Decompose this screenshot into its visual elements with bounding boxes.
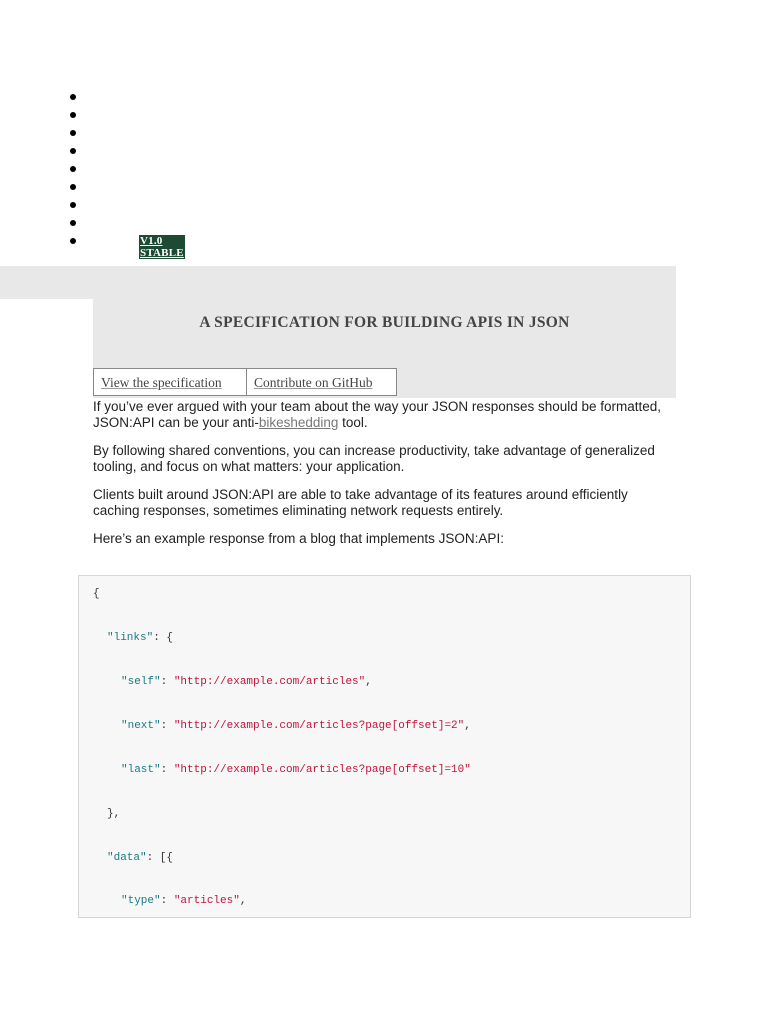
code-line bbox=[107, 632, 173, 645]
page-title: A SPECIFICATION FOR BUILDING APIS IN JSON bbox=[199, 314, 570, 331]
code-line bbox=[93, 588, 100, 601]
intro-text: If you’ve ever argued with your team about the way your JSON responses should be formatted, JSON:API can be your anti- bbox=[93, 399, 662, 430]
code-token: }, bbox=[107, 808, 121, 820]
code-line bbox=[121, 764, 471, 777]
code-example bbox=[78, 575, 691, 918]
code-string: "http://example.com/articles?page[offset]=2" bbox=[173, 720, 465, 732]
code-key: "type" bbox=[121, 895, 161, 907]
view-specification-button[interactable]: View the specification bbox=[93, 368, 247, 396]
code-token: : bbox=[160, 764, 174, 776]
intro-paragraph-2: By following shared conventions, you can increase productivity, take advantage of generalized tooling, and focus on what matters: your application. bbox=[93, 443, 655, 474]
code-string: "http://example.com/articles" bbox=[173, 676, 366, 688]
code-token: : bbox=[160, 676, 174, 688]
version-badge[interactable]: V1.0 STABLE bbox=[140, 235, 184, 259]
code-line bbox=[121, 895, 246, 908]
code-string: "articles" bbox=[173, 895, 240, 907]
code-token: , bbox=[365, 676, 372, 688]
code-key: "links" bbox=[107, 632, 154, 644]
code-token: : bbox=[160, 895, 174, 907]
intro-text: tool. bbox=[338, 415, 368, 430]
code-key: "next" bbox=[121, 720, 161, 732]
code-token: : [{ bbox=[146, 852, 174, 864]
code-token: : bbox=[160, 720, 174, 732]
code-key: "self" bbox=[121, 676, 161, 688]
code-token: , bbox=[239, 895, 247, 907]
code-token: : { bbox=[153, 632, 174, 644]
code-token: , bbox=[464, 720, 471, 732]
code-line bbox=[121, 720, 471, 733]
intro-paragraph-4: Here’s an example response from a blog that implements JSON:API: bbox=[93, 531, 504, 546]
code-string: "http://example.com/articles?page[offset]=10" bbox=[173, 764, 471, 776]
code-line bbox=[107, 808, 120, 821]
intro-section bbox=[93, 399, 663, 559]
contribute-github-button[interactable]: Contribute on GitHub bbox=[246, 368, 397, 396]
code-key: "last" bbox=[121, 764, 161, 776]
intro-paragraph-3: Clients built around JSON:API are able to take advantage of its features around efficiently caching responses, sometimes eliminating network requests entirely. bbox=[93, 487, 628, 518]
intro-paragraph-1 bbox=[93, 399, 663, 431]
code-line bbox=[121, 676, 372, 689]
bikeshedding-link[interactable]: bikeshedding bbox=[258, 415, 339, 430]
code-token: { bbox=[93, 588, 100, 600]
code-key: "data" bbox=[107, 852, 147, 864]
code-line bbox=[107, 852, 173, 865]
